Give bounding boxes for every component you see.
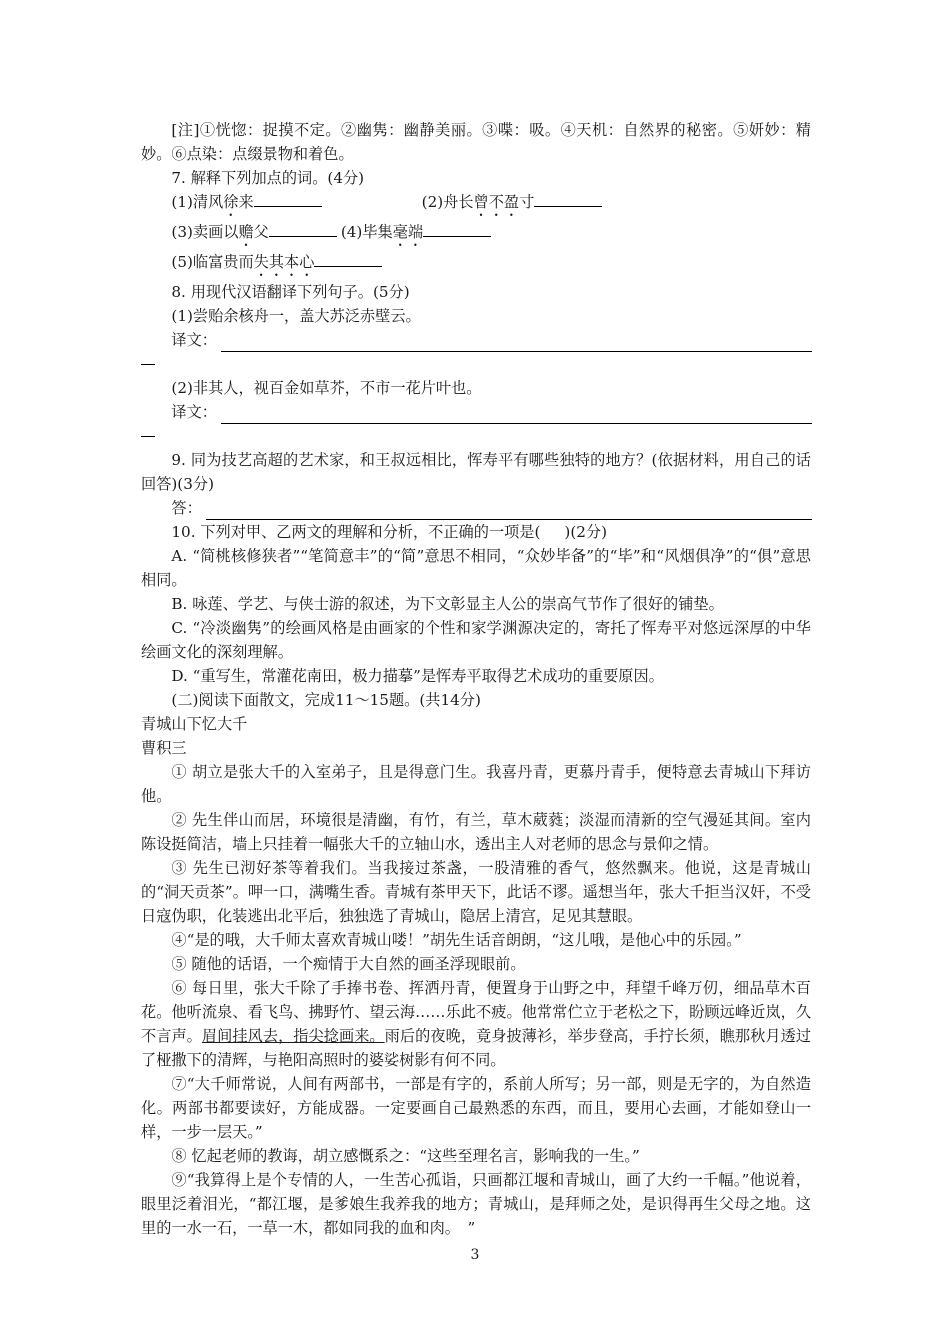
q9-title: 9. 同为技艺高超的艺术家，和王叔远相比，恽寿平有哪些独特的地方？(依据材料，用自己的话回答)(3分): [141, 451, 811, 493]
answer-line[interactable]: [206, 503, 812, 520]
answer-line[interactable]: [221, 407, 812, 424]
notes: [141, 118, 811, 166]
q8-title: 8. 用现代汉语翻译下列句子。(5分): [171, 283, 410, 301]
q7-item-5: (5)临富贵而失其本心: [171, 253, 382, 271]
notes-label: [注]: [171, 121, 200, 139]
essay-paragraph-8: ⑧ 忆起老师的教诲，胡立感慨系之：“这些至理名言，影响我的一生。”: [171, 1147, 640, 1165]
page-content: [141, 118, 811, 1240]
underlined-sentence: 眉间挂风去，指尖捻画来。: [201, 1027, 385, 1045]
q7-item-2: (2)舟长曾不盈寸: [422, 193, 603, 211]
q7-title: 7. 解释下列加点的词。(4分): [171, 169, 365, 187]
q10-title: 10. 下列对甲、乙两文的理解和分析，不正确的一项是( )(2分): [171, 523, 608, 541]
q10-option-d: D. “重写生，常灌花南田，极力描摹”是恽寿平取得艺术成功的重要原因。: [171, 667, 664, 685]
answer-blank[interactable]: [314, 251, 382, 267]
answer-blank[interactable]: [534, 191, 602, 207]
q10-option-a: A. “简桃核修狭者”“笔简意丰”的“简”意思不相同，“众妙毕备”的“毕”和“风烟俱净”的“俱”意思相同。: [141, 547, 811, 589]
answer-line[interactable]: [221, 335, 812, 352]
essay-author: 曹积三: [141, 739, 187, 757]
answer-blank[interactable]: [423, 221, 491, 237]
essay-paragraph-4: ④“是的哦，大千师太喜欢青城山喽！”胡先生话音朗朗，“这儿哦，是他心中的乐园。”: [171, 931, 742, 949]
line-continuation: [141, 352, 811, 376]
q7-item-1: (1)清风徐来: [171, 193, 321, 211]
q10-option-c: C. “冷淡幽隽”的绘画风格是由画家的个性和家学渊源决定的，寄托了恽寿平对悠远深厚的中华绘画文化的深刻理解。: [141, 619, 811, 661]
essay-paragraph-9: ⑨“我算得上是个专情的人，一生苦心孤诣，只画都江堰和青城山，画了大约一千幅。”他说着，眼里泛着泪光，“都江堰，是爹娘生我养我的地方；青城山，是拜师之处，是识得再生父母之地。这里的一水一石，一草一木，都如同我的血和肉。 ”: [141, 1171, 811, 1237]
essay-paragraph-7: ⑦“大千师常说，人间有两部书，一部是有字的，系前人所写；另一部，则是无字的，为自然造化。两部书都要读好，方能成器。一定要画自己最熟悉的东西，而且，要用心去画，才能如登山一样，一步一层天。”: [141, 1075, 811, 1141]
q8-sentence-1: (1)尝贻余核舟一，盖大苏泛赤壁云。: [171, 307, 421, 325]
essay-paragraph-3: ③ 先生已沏好茶等着我们。当我接过茶盏，一股清雅的香气，悠然飘来。他说，这是青城山的“洞天贡茶”。呷一口，满嘴生香。青城有茶甲天下，此话不谬。遥想当年，张大千拒当汉奸，不受日寇伪职，化装逃出北平后，独独选了青城山，隐居上清宫，足见其慧眼。: [141, 859, 811, 925]
answer-blank[interactable]: [254, 191, 322, 207]
section2-intro: (二)阅读下面散文，完成11～15题。(共14分): [171, 691, 481, 709]
essay-paragraph-6: ⑥ 每日里，张大千除了手捧书卷、挥洒丹青，便置身于山野之中，拜望千峰万仞，细品草木百花。他听流泉、看飞鸟、拂野竹、望云海……乐此不疲。他常常伫立于老松之下，盼顾远峰近岚，久不言声。眉间挂风去，指尖捻画来。雨后的夜晚，竟身披薄衫，举步登高，手拧长须，瞧那秋月透过了桠撒下的清辉，与艳阳高照时的婆娑树影有何不同。: [141, 979, 812, 1069]
page-number: 3: [470, 1247, 480, 1263]
answer-label: 答：: [171, 499, 202, 517]
q7-item-4: (4)毕集毫端: [341, 223, 491, 241]
q7-row-2: [141, 220, 811, 250]
q8-answer-line-2[interactable]: [171, 400, 811, 424]
q10-option-b: B. 咏莲、学艺、与侠士游的叙述，为下文彰显主人公的崇高气节作了很好的铺垫。: [171, 595, 724, 613]
essay-paragraph-1: ① 胡立是张大千的入室弟子，且是得意门生。我喜丹青，更慕丹青手，便特意去青城山下拜访他。: [141, 763, 811, 805]
q7-item-3: (3)卖画以赡父: [171, 223, 336, 241]
answer-label: 译文：: [171, 403, 217, 421]
q8-sentence-2: (2)非其人，视百金如草芥，不市一花片叶也。: [171, 379, 482, 397]
q8-answer-line-1[interactable]: [171, 328, 811, 352]
essay-title: 青城山下忆大千: [141, 715, 248, 733]
q9-answer-line[interactable]: [171, 496, 811, 520]
answer-blank[interactable]: [269, 221, 337, 237]
answer-label: 译文：: [171, 331, 217, 349]
line-continuation: [141, 424, 811, 448]
essay-paragraph-5: ⑤ 随他的话语，一个痴情于大自然的画圣浮现眼前。: [171, 955, 526, 973]
q7-row-1: [141, 190, 811, 220]
q7-row-3: [141, 250, 811, 280]
essay-paragraph-2: ② 先生伴山而居，环境很是清幽，有竹，有兰，草木葳蕤；淡湿而清新的空气漫延其间。室内陈设挺简洁，墙上只挂着一幅张大千的立轴山水，透出主人对老师的思念与景仰之情。: [141, 811, 811, 853]
notes-text: ①恍惚：捉摸不定。②幽隽：幽静美丽。③喋：吸。④天机：自然界的秘密。⑤妍妙：精妙。⑥点染：点缀景物和着色。: [141, 121, 811, 163]
